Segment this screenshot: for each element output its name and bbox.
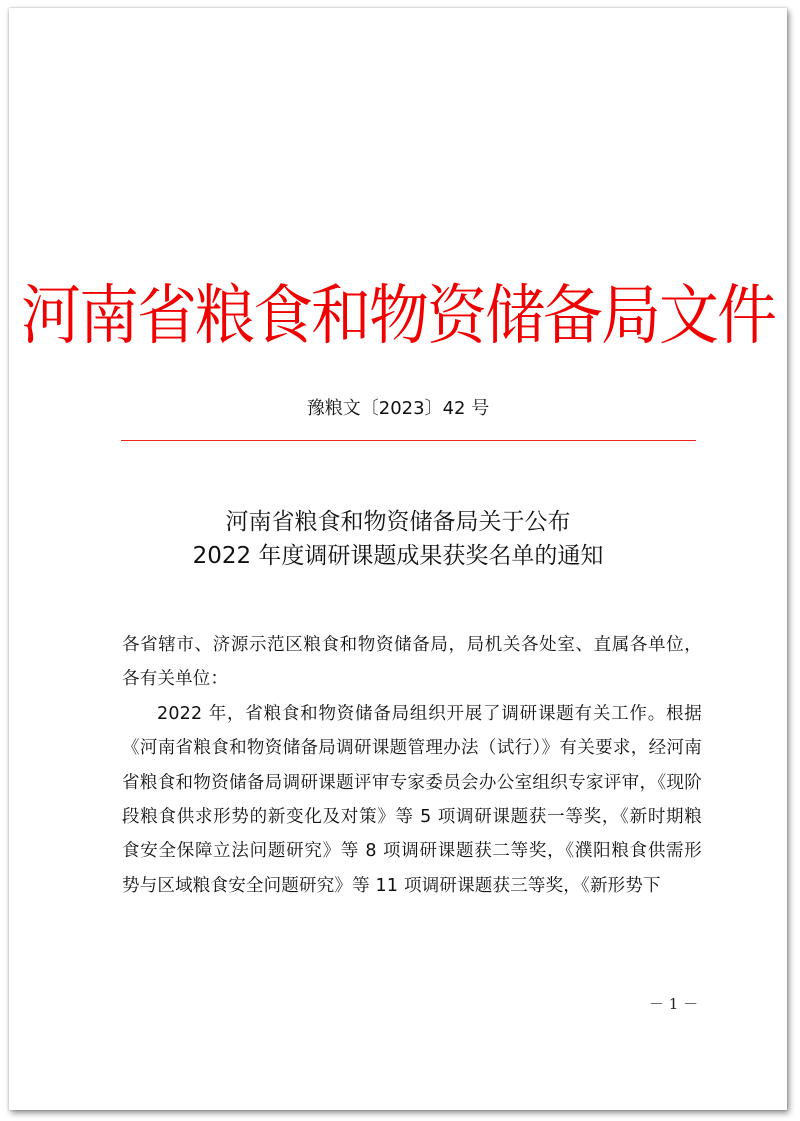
notice-title-line-2: 2022 年度调研课题成果获奖名单的通知 xyxy=(192,543,604,569)
salutation: 各省辖市、济源示范区粮食和物资储备局，局机关各处室、直属各单位，各有关单位： xyxy=(122,635,702,690)
document-number: 豫粮文〔2023〕42 号 xyxy=(306,398,490,419)
red-divider-line xyxy=(121,440,696,441)
body-paragraph: 2022 年，省粮食和物资储备局组织开展了调研课题有关工作。根据《河南省粮食和物资储备局调研课题管理办法（试行）》有关要求，经河南省粮食和物资储备局调研课题评审专家委员会办公室组织专家评审，《现阶段粮食供求形势的新变化及对策》等 5 项调研课题获一等奖，《新时期粮食安全保障立法问题研究》等 8 项调研课题获二等奖，《濮阳粮食供需形势与区域粮食安全问题研究》等 11 项调研课题获三等奖，《新形势下 xyxy=(122,703,702,896)
notice-body xyxy=(122,628,702,903)
notice-title-line-1: 河南省粮食和物资储备局关于公布 xyxy=(225,509,571,535)
page-number: － 1 － xyxy=(649,995,699,1013)
document-page xyxy=(9,8,787,1110)
masthead-title: 河南省粮食和物资储备局文件 xyxy=(21,278,775,354)
notice-title xyxy=(9,505,787,573)
